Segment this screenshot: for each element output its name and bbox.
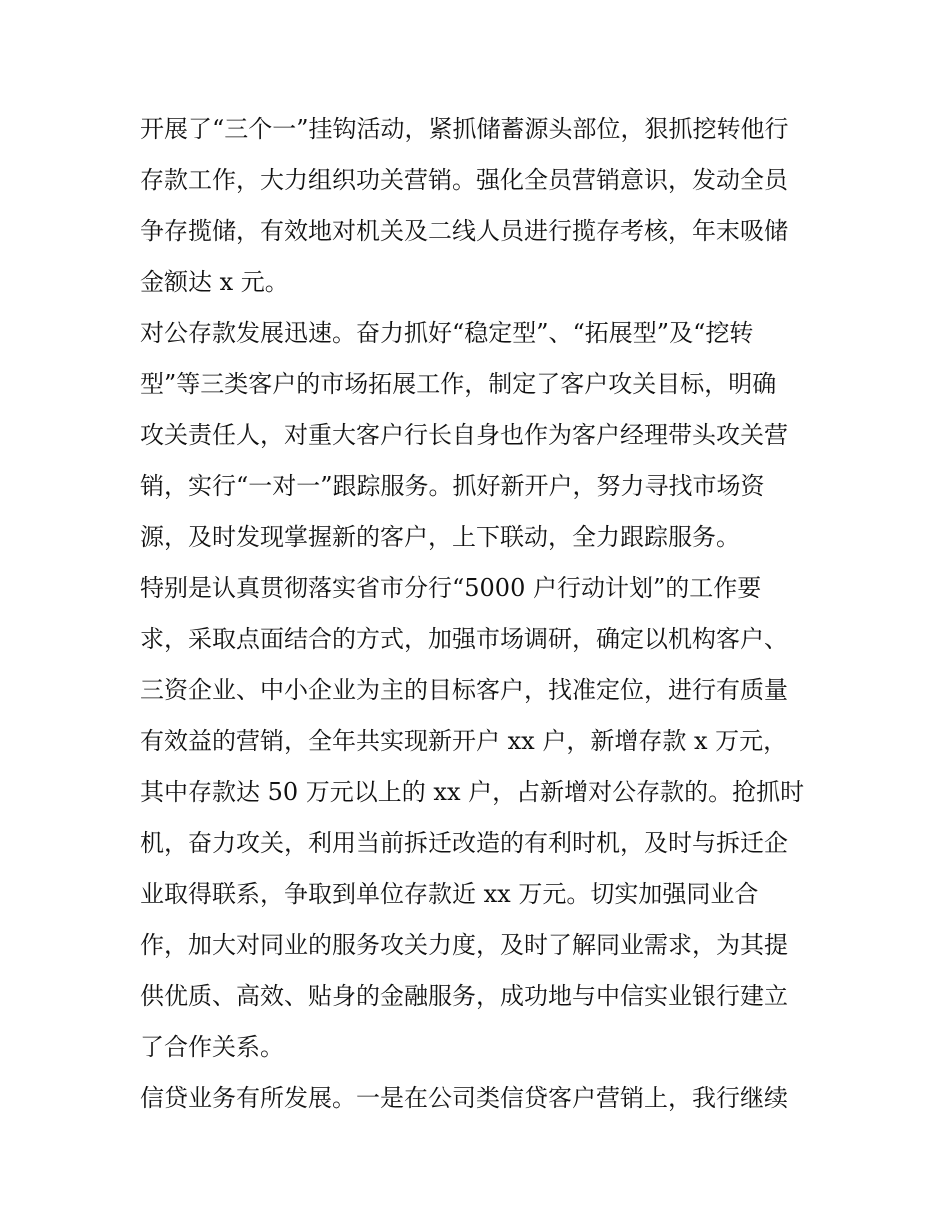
text-line: 开展了“三个一”挂钩活动，紧抓储蓄源头部位，狠抓挖转他行 bbox=[140, 115, 789, 143]
text-line: 业取得联系，争取到单位存款近 xx 万元。切实加强同业合 bbox=[140, 880, 759, 908]
text-line: 其中存款达 50 万元以上的 xx 户，占新增对公存款的。抢抓时 bbox=[140, 778, 805, 806]
text-line: 信贷业务有所发展。一是在公司类信贷客户营销上，我行继续 bbox=[140, 1084, 788, 1112]
text-line: 源，及时发现掌握新的客户，上下联动，全力跟踪服务。 bbox=[140, 523, 740, 551]
text-line: 作，加大对同业的服务攻关力度，及时了解同业需求，为其提 bbox=[140, 931, 788, 959]
text-line: 对公存款发展迅速。奋力抓好“稳定型”、“拓展型”及“挖转 bbox=[140, 319, 754, 347]
text-line: 供优质、高效、贴身的金融服务，成功地与中信实业银行建立 bbox=[140, 982, 788, 1010]
text-line: 机，奋力攻关，利用当前拆迁改造的有利时机，及时与拆迁企 bbox=[140, 829, 788, 857]
text-line: 金额达 x 元。 bbox=[140, 268, 289, 296]
document-body bbox=[140, 104, 820, 1124]
text-line: 争存揽储，有效地对机关及二线人员进行揽存考核，年末吸储 bbox=[140, 217, 788, 245]
text-line: 存款工作，大力组织功关营销。强化全员营销意识，发动全员 bbox=[140, 166, 788, 194]
text-line: 销，实行“一对一”跟踪服务。抓好新开户，努力寻找市场资 bbox=[140, 472, 765, 500]
text-line: 型”等三类客户的市场拓展工作，制定了客户攻关目标，明确 bbox=[140, 370, 777, 398]
text-line: 求，采取点面结合的方式，加强市场调研，确定以机构客户、 bbox=[140, 625, 788, 653]
text-line: 有效益的营销，全年共实现新开户 xx 户，新增存款 x 万元， bbox=[140, 727, 788, 755]
text-line: 了合作关系。 bbox=[140, 1033, 284, 1061]
text-line: 攻关责任人，对重大客户行长自身也作为客户经理带头攻关营 bbox=[140, 421, 788, 449]
text-line: 三资企业、中小企业为主的目标客户，找准定位，进行有质量 bbox=[140, 676, 788, 704]
text-line: 特别是认真贯彻落实省市分行“5000 户行动计划”的工作要 bbox=[140, 574, 762, 602]
